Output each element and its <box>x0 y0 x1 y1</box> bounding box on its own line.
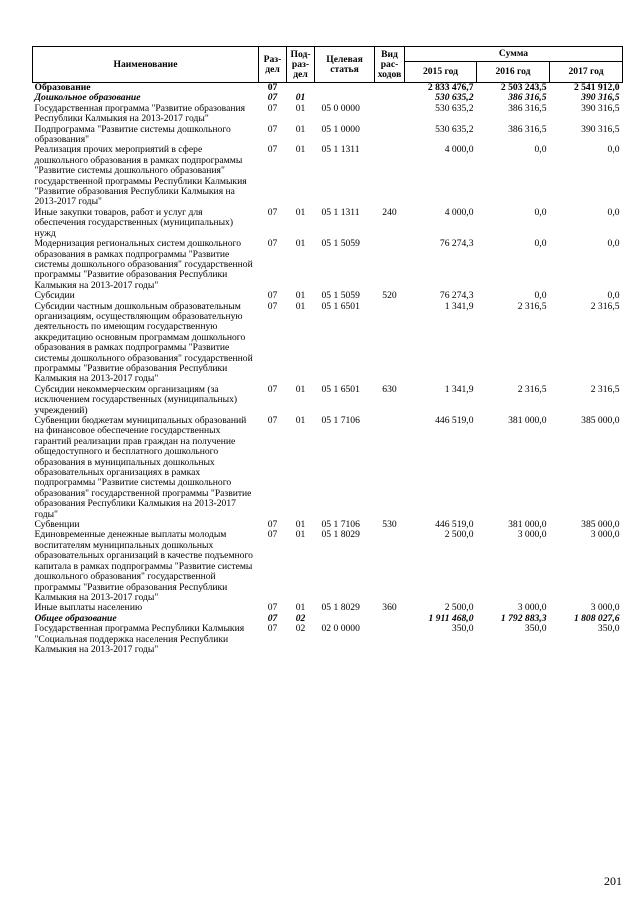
row-amount-2017: 2 316,5 <box>590 300 620 312</box>
row-section: 07 <box>259 83 287 94</box>
header-section: Раз- дел <box>259 47 287 83</box>
row-amount-2017: 0,0 <box>607 290 620 302</box>
row-amount-2016: 2 316,5 <box>517 383 547 395</box>
row-amount-2017: 3 000,0 <box>590 529 620 541</box>
table-row <box>33 208 623 239</box>
row-amount-2015: 76 274,3 <box>439 238 474 250</box>
row-amount-2015: 2 833 476,7 <box>405 83 477 94</box>
header-sum: Сумма <box>405 47 623 62</box>
row-subsection: 01 <box>295 92 306 104</box>
row-name: Субсидии частным дошкольным образовательным организациям, осуществляющим образовательную деятельность по имеющим государственную аккредитацию основным программам дошкольного образования в рамках подпрограммы "Развитие системы дошкольного образования" государственной программы "Развитие образования Республики Калмыкия на 2013-2017 годы" <box>34 300 253 385</box>
row-amount-2017: 385 000,0 <box>581 415 620 426</box>
row-amount-2016: 381 000,0 <box>508 519 547 531</box>
row-target: 05 1 8029 <box>321 529 360 541</box>
row-amount-2016: 350,0 <box>524 623 547 635</box>
header-subsection: Под- раз- дел <box>287 47 315 83</box>
row-amount-2016: 0,0 <box>534 238 547 250</box>
row-amount-2017: 0,0 <box>607 206 620 218</box>
row-amount-2016: 0,0 <box>534 290 547 302</box>
row-expense-type <box>375 93 405 103</box>
table-row <box>33 291 623 301</box>
table-row <box>33 385 623 416</box>
row-subsection: 01 <box>295 102 306 114</box>
row-name: Иные выплаты населению <box>34 602 143 614</box>
row-section: 07 <box>267 612 278 624</box>
row-amount-2015: 530 635,2 <box>435 123 474 135</box>
table-row <box>33 239 623 291</box>
row-amount-2016: 2 316,5 <box>517 300 547 312</box>
row-amount-2015: 530 635,2 <box>435 102 474 114</box>
row-amount-2017: 3 000,0 <box>590 602 620 614</box>
row-amount-2015: 1 341,9 <box>444 383 474 395</box>
row-name: Общее образование <box>34 612 117 624</box>
row-expense-type: 630 <box>382 383 397 395</box>
row-target <box>315 83 375 94</box>
row-name: Дошкольное образование <box>34 92 141 104</box>
row-name: Модернизация региональных систем дошкольного образования в рамках подпрограммы "Развитие системы дошкольного образования" государственной программы "Развитие образования Республики Калмыкия на 2013-2017 годы" <box>34 238 253 291</box>
row-amount-2016: 0,0 <box>534 206 547 218</box>
row-subsection: 02 <box>295 612 306 624</box>
row-name: Субвенции <box>34 519 80 531</box>
page-number: 201 <box>604 874 622 888</box>
row-amount-2017: 385 000,0 <box>581 519 620 531</box>
budget-page <box>32 46 622 655</box>
row-amount-2015: 350,0 <box>451 623 474 635</box>
table-body <box>33 83 623 656</box>
row-section: 07 <box>267 144 278 156</box>
row-amount-2015: 530 635,2 <box>435 92 474 104</box>
row-expense-type <box>375 416 405 520</box>
row-target: 02 0 0000 <box>321 623 360 635</box>
header-year-2017: 2017 год <box>550 62 623 83</box>
table-row <box>33 416 623 520</box>
row-amount-2017: 0,0 <box>607 238 620 250</box>
header-name: Наименование <box>33 47 259 83</box>
table-row <box>33 530 623 603</box>
row-target: 05 0 0000 <box>321 102 360 114</box>
row-expense-type <box>375 302 405 385</box>
row-amount-2017: 2 316,5 <box>590 383 620 395</box>
row-expense-type: 360 <box>382 602 397 614</box>
budget-table <box>32 46 623 655</box>
row-subsection: 01 <box>295 415 306 426</box>
table-row <box>33 104 623 125</box>
row-subsection: 01 <box>295 123 306 135</box>
row-amount-2017: 1 808 027,6 <box>573 612 620 624</box>
row-section: 07 <box>267 92 278 104</box>
row-section: 07 <box>267 623 278 635</box>
row-section: 07 <box>267 102 278 114</box>
row-subsection: 01 <box>295 238 306 250</box>
row-name: Субсидии некоммерческим организациям (за исключением государственных (муниципальных) учреждений) <box>34 383 238 416</box>
row-subsection: 01 <box>295 529 306 541</box>
row-target: 05 1 1311 <box>321 206 360 218</box>
row-section: 07 <box>267 383 278 395</box>
row-target: 05 1 0000 <box>321 123 360 135</box>
row-section: 07 <box>267 206 278 218</box>
row-amount-2017: 0,0 <box>607 144 620 156</box>
row-amount-2017: 390 316,5 <box>581 123 620 135</box>
row-amount-2016: 386 316,5 <box>508 123 547 135</box>
row-name: Подпрограмма "Развитие системы дошкольного образования" <box>34 123 231 146</box>
row-amount-2016: 386 316,5 <box>508 92 547 104</box>
row-expense-type: 520 <box>382 290 397 302</box>
row-name: Реализация прочих мероприятий в сфере дошкольного образования в рамках подпрограммы "Развитие системы дошкольного образования" государственной программы Республики Калмыкия "Развитие образования Республики Калмыкия на 2013-2017 годы" <box>34 144 247 208</box>
row-amount-2017: 390 316,5 <box>581 102 620 114</box>
row-amount-2015: 446 519,0 <box>435 415 474 426</box>
table-row <box>33 125 623 146</box>
row-amount-2015: 2 500,0 <box>444 529 474 541</box>
row-name: Государственная программа "Развитие образования Республики Калмыкия на 2013-2017 годы" <box>34 102 246 125</box>
row-name: Государственная программа Республики Калмыкия "Социальная поддержка населения Республики Калмыкия на 2013-2017 годы" <box>34 623 245 655</box>
row-expense-type <box>375 239 405 291</box>
row-amount-2016: 3 000,0 <box>517 602 547 614</box>
row-subsection: 01 <box>295 383 306 395</box>
row-target: 05 1 5059 <box>321 290 360 302</box>
row-amount-2016: 2 503 243,5 <box>477 83 550 94</box>
row-amount-2017: 2 541 912,0 <box>550 83 623 94</box>
row-section: 07 <box>267 300 278 312</box>
table-header <box>33 47 623 83</box>
row-amount-2015: 4 000,0 <box>444 144 474 156</box>
row-target: 05 1 7106 <box>321 415 360 426</box>
row-expense-type <box>375 530 405 603</box>
row-target: 05 1 6501 <box>321 300 360 312</box>
row-amount-2015: 2 500,0 <box>444 602 474 614</box>
row-section: 07 <box>267 529 278 541</box>
row-amount-2016: 0,0 <box>534 144 547 156</box>
row-expense-type <box>375 83 405 94</box>
row-amount-2015: 1 911 468,0 <box>428 612 474 624</box>
row-amount-2015: 446 519,0 <box>435 519 474 531</box>
row-amount-2016: 381 000,0 <box>508 415 547 426</box>
row-name: Субсидии <box>34 290 75 302</box>
row-subsection: 01 <box>295 602 306 614</box>
row-subsection: 01 <box>295 290 306 302</box>
table-row <box>33 302 623 385</box>
header-target: Целевая статья <box>315 47 375 83</box>
row-section: 07 <box>267 238 278 250</box>
header-year-2015: 2015 год <box>405 62 477 83</box>
row-name: Субвенции бюджетам муниципальных образований на финансовое обеспечение государственных гарантий реализации прав граждан на получение общедоступного и бесплатного дошкольного образования в муниципальных дошкольных образовательных организациях в рамках подпрограммы "Развитие системы дошкольного образования" государственной программы "Развитие образования Республики Калмыкия на 2013-2017 годы" <box>34 415 252 520</box>
row-target: 05 1 8029 <box>321 602 360 614</box>
row-target: 05 1 1311 <box>321 144 360 156</box>
row-target: 05 1 6501 <box>321 383 360 395</box>
row-amount-2016: 1 792 883,3 <box>500 612 547 624</box>
header-year-2016: 2016 год <box>477 62 550 83</box>
row-subsection: 02 <box>295 623 306 635</box>
row-section: 07 <box>267 602 278 614</box>
row-section: 07 <box>267 415 278 426</box>
row-expense-type: 530 <box>382 519 397 531</box>
row-expense-type <box>375 125 405 146</box>
row-expense-type <box>375 145 405 207</box>
row-amount-2016: 3 000,0 <box>517 529 547 541</box>
row-section: 07 <box>267 519 278 531</box>
row-subsection: 01 <box>295 300 306 312</box>
row-subsection: 01 <box>295 144 306 156</box>
row-name: Единовременные денежные выплаты молодым воспитателям муниципальных дошкольных образовательных организаций в качестве подъемного капитала в рамках подпрограммы "Развитие системы дошкольного образования" государственной программы "Развитие образования Республики Калмыкия на 2013-2017 годы" <box>34 529 253 603</box>
row-amount-2015: 4 000,0 <box>444 206 474 218</box>
row-amount-2017: 390 316,5 <box>581 92 620 104</box>
row-expense-type <box>375 104 405 125</box>
row-target: 05 1 5059 <box>321 238 360 250</box>
row-target: 05 1 7106 <box>321 519 360 531</box>
row-expense-type <box>375 624 405 655</box>
row-amount-2015: 76 274,3 <box>439 290 474 302</box>
row-expense-type <box>375 614 405 624</box>
row-subsection: 01 <box>295 206 306 218</box>
row-expense-type: 240 <box>382 206 397 218</box>
header-expense-type: Вид рас- ходов <box>375 47 405 83</box>
table-row <box>33 624 623 655</box>
row-name: Образование <box>33 83 259 94</box>
row-section: 07 <box>267 123 278 135</box>
row-subsection: 01 <box>295 519 306 531</box>
row-amount-2015: 1 341,9 <box>444 300 474 312</box>
row-section: 07 <box>267 290 278 302</box>
table-row <box>33 145 623 207</box>
row-amount-2016: 386 316,5 <box>508 102 547 114</box>
row-name: Иные закупки товаров, работ и услуг для обеспечения государственных (муниципальных) нужд <box>34 206 234 239</box>
row-amount-2017: 350,0 <box>597 623 620 635</box>
